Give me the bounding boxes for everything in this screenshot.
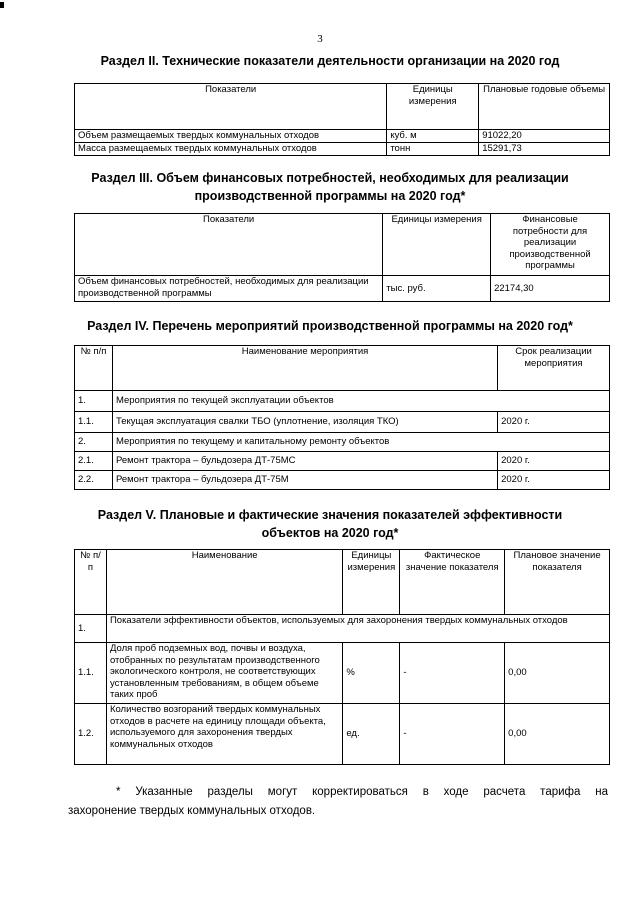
header-name: Наименование (106, 550, 342, 615)
cell: 0,00 (505, 704, 610, 765)
cell: 2.1. (75, 452, 113, 471)
header-deadline: Срок реализации мероприятия (498, 346, 610, 391)
table-header-row (75, 84, 610, 130)
header-indicators: Показатели (75, 84, 387, 130)
header-financial-needs: Финансовые потребности для реализации производственной программы (491, 214, 610, 276)
cell: % (343, 643, 400, 704)
cell: Ремонт трактора – бульдозера ДТ-75МС (112, 452, 497, 471)
table-row (75, 471, 610, 490)
table-header-row (75, 550, 610, 615)
section4-table (74, 345, 610, 490)
cell: - (400, 643, 505, 704)
corner-mark (0, 2, 4, 8)
section3-title-line2: производственной программы на 2020 год* (194, 189, 466, 203)
cell: Количество возгораний твердых коммунальных отходов в расчете на единицу площади объекта, используемого для захоронения твердых коммунальных отходов (106, 704, 342, 765)
header-number: № п/п (75, 550, 107, 615)
cell: 91022,20 (479, 130, 610, 143)
header-units: Единицы измерения (387, 84, 479, 130)
cell: 2. (75, 433, 113, 452)
table-row (75, 452, 610, 471)
header-units: Единицы измерения (343, 550, 400, 615)
table-row (75, 433, 610, 452)
cell: Показатели эффективности объектов, используемых для захоронения твердых коммунальных отходов (106, 615, 609, 643)
cell: Объем финансовых потребностей, необходимых для реализации производственной программы (75, 276, 383, 302)
cell: 1. (75, 391, 113, 412)
cell: Объем размещаемых твердых коммунальных отходов (75, 130, 387, 143)
header-measure-name: Наименование мероприятия (112, 346, 497, 391)
section5-title (40, 506, 620, 542)
cell: Мероприятия по текущей эксплуатации объектов (112, 391, 609, 412)
cell: 1. (75, 615, 107, 643)
table-row (75, 391, 610, 412)
cell: 15291,73 (479, 143, 610, 156)
cell: Текущая эксплуатация свалки ТБО (уплотнение, изоляция ТКО) (112, 412, 497, 433)
section3-table (74, 213, 610, 302)
header-planned-volumes: Плановые годовые объемы (479, 84, 610, 130)
section2-table (74, 83, 610, 156)
table-row (75, 615, 610, 643)
table-row (75, 643, 610, 704)
cell: Ремонт трактора – бульдозера ДТ-75М (112, 471, 497, 490)
cell: Мероприятия по текущему и капитальному ремонту объектов (112, 433, 609, 452)
section5-title-line1: Раздел V. Плановые и фактические значения показателей эффективности (97, 508, 563, 522)
section3-title (40, 169, 620, 205)
section5-title-line2: объектов на 2020 год* (261, 526, 399, 540)
cell: ед. (343, 704, 400, 765)
cell: тонн (387, 143, 479, 156)
table-row (75, 412, 610, 433)
section5-table (74, 549, 610, 765)
section3-title-line1: Раздел III. Объем финансовых потребностей, необходимых для реализации (91, 171, 569, 185)
page-number: 3 (317, 33, 323, 45)
table-header-row (75, 346, 610, 391)
footnote-line2: захоронение твердых коммунальных отходов. (68, 805, 316, 817)
table-row (75, 704, 610, 765)
header-units: Единицы измерения (383, 214, 491, 276)
table-row (75, 143, 610, 156)
cell: 2020 г. (498, 471, 610, 490)
cell: - (400, 704, 505, 765)
header-actual-value: Фактическое значение показателя (400, 550, 505, 615)
table-row (75, 130, 610, 143)
cell: 0,00 (505, 643, 610, 704)
section4-title: Раздел IV. Перечень мероприятий производственной программы на 2020 год* (87, 319, 573, 333)
footnote (68, 783, 608, 821)
cell: 2.2. (75, 471, 113, 490)
cell: куб. м (387, 130, 479, 143)
cell: Доля проб подземных вод, почвы и воздуха, отобранных по результатам производственного экологического контроля, не соответствующих установленным требованиям, в общем объеме таких проб (106, 643, 342, 704)
header-number: № п/п (75, 346, 113, 391)
section2-title: Раздел II. Технические показатели деятельности организации на 2020 год (100, 54, 560, 68)
header-indicators: Показатели (75, 214, 383, 276)
cell: 1.1. (75, 412, 113, 433)
cell: 1.1. (75, 643, 107, 704)
cell: тыс. руб. (383, 276, 491, 302)
cell: 1.2. (75, 704, 107, 765)
table-header-row (75, 214, 610, 276)
cell: 2020 г. (498, 412, 610, 433)
cell: Масса размещаемых твердых коммунальных отходов (75, 143, 387, 156)
footnote-line1: * Указанные разделы могут корректироваться в ходе расчета тарифа на (116, 786, 608, 798)
header-planned-value: Плановое значение показателя (505, 550, 610, 615)
table-row (75, 276, 610, 302)
cell: 2020 г. (498, 452, 610, 471)
cell: 22174,30 (491, 276, 610, 302)
